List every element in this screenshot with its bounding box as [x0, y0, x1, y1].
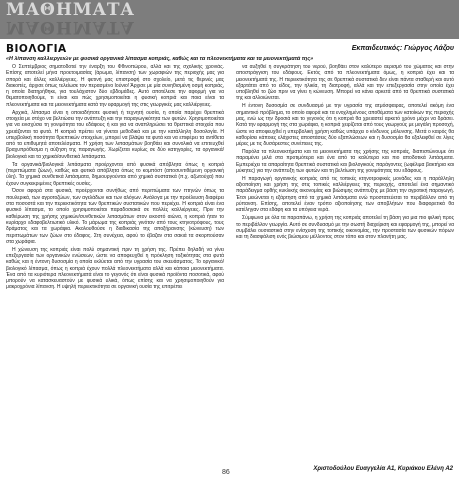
- paragraph: Παρόλα τα πλεονεκτήματα και τα μειονεκτήματα της χρήσης της κοπριάς, διαπιστώνουμε ότι παραμένει μιλά στα προτιμότερα και ένα από τα καλύτερα και πιο αποδοτικά λιπάσματα. Εμπεριέχει τα απαραίτητα θρεπτικά συστατικά και βιολογικούς παράγοντες (ωφέλιμα βακτήρια και μύκητες) για την ανάπτυξη των φυτών και τη βελτίωση της γονιμότητας του εδάφους.: [236, 149, 454, 174]
- paragraph: Τα οργανικά/βιολογικά λιπάσματα προέρχονται από φυσικά απόβλητα όπως η κοπριά (περιττώματα ζώων), καθώς και φυτικά απόβλητα όπως το κομπόστ (αποσυντιθέμενη οργανική ύλη). Τα χημικά συνθετικά λιπάσματα, δημιουργούνται από χημικά συστατικά (π.χ. αζωτούχα) που έχουν συγκεκριμένες θρεπτικές ουσίες.: [6, 161, 224, 187]
- paragraph: Αρχικά, λίπασμα είναι η οποιαδήποτε φυσική ή τεχνητή ουσία, η οποία παρέχει θρεπτικά στοιχεία με στόχο να βελτιώσει την ανάπτυξη και την παραγωγικότητα των φυτών. Χρησιμοποιείται για να ενισχύσει τη γονιμότητα του εδάφους ή και για να αναπληρώσει τα θρεπτικά στοιχεία που χρειάζονται τα φυτά. Η κοπριά πρέπει να γίνεται μεθοδικά και με την κατάλληλη δοσολογία. Η υπερβολική ποσότητα θρεπτικών στοιχείων, μπορεί να βλάψει τα φυτά και να επιφέρει τα αντίθετα από τα επιθυμητά αποτελέσματα. Η χρήση των λιπασμάτων βοηθάει και συνολικά να επιτευχθεί βραχυπρόθεσμα η αύξηση της παραγωγής. Χωρίζεται κυρίως σε δύο κατηγορίες, τα οργανικά/βιολογικά και τα χημικά/συνθετικά λιπάσματα.: [6, 109, 224, 160]
- article-authors: Χριστοδούλου Ευαγγελία Α1, Κυριάκου Ελένη Α2: [313, 466, 453, 472]
- paragraph: Σύμφωνα με όλα τα παραπάνω, η χρήση της κοπριάς αποτελεί τη βάση για μια πιο φιλική προς το περιβάλλον γεωργία. Αυτό σε συνδυασμό με την σωστή διαχείριση και εφαρμογή της, μπορεί να συμβάλει ουσιαστικά στην ενίσχυση της τοπικής οικονομίας, την προστασία των φυσικών πόρων και τη διασφάλιση ενός βιώσιμου μέλλοντος στον τόπο και στον πλανήτη μας.: [236, 215, 454, 241]
- magazine-banner: [0, 0, 459, 39]
- paragraph: να αυξηθεί η συγκράτηση του νερού, βοηθάει στον καλύτερο αερισμό του χώματος και στην αποστράγγιση του εδάφους. Εκτός από τα πλεονεκτήματα όμως, η κοπριά έχει και τα μειονεκτήματά της. Η περιεκτικότητα της σε θρεπτικά συστατικά δεν είναι πάντα σταθερή και αυτό εξαρτάται από το είδος, την ηλικία, τη διατροφή, αλλά και την επεξεργασία στην οποία έχει υποβληθεί το ζώο πριν να γίνει η κώνευση. Μπορεί να κάνει αρκετά από τα θρεπτικά συστατικά της και αλλοιώνεται.: [236, 64, 454, 102]
- paragraph: Η έντονη δυσοσμία σε συνδυασμό με την υγρασία της ατμόσφαιρας, αποτελεί ακόμη ένα σημαντικό πρόβλημα, το οποίο αφορά και τα ενοχλημένους αποθέματα των κατοίκων της περιοχής μας, ενώ ως την δροσιά και το γεγονός ότι η κοπριά θα χρειαστεί αρκετό χρόνο μέχρι να δράσει. Κατά την εφαρμογή της στα χωράφια, η κοπριά χειρίζεται από τους γεωργούς με μεγάλη προσοχή, ώστε να αποφευχθεί η υπερβολική χρήση καθώς υπάρχει ο κίνδυνος μόλυνσης. Μετά ο καιρός θα καθορίσει κάποιες ελάχιστες αποστάσεις δύο εξαπλώσεων και η δυσοσμία θα εξαλειφθεί σε λίγες μέρες με τις δυσάρεστες συνέπειες της.: [236, 103, 454, 148]
- left-column: [6, 64, 224, 466]
- teacher-credit: Εκπαιδευτικός: Γιώργος Λάζου: [351, 45, 454, 52]
- paragraph: Η χώνευση της κοπριάς είναι πολύ σημαντική πριν τη χρήση της. Πρέπει δηλαδή να γίνει επεξεργασία των οργανικών ενώσεων, ώστε να αποφευχθεί η πρόκληση τοξικότητας στα φυτά καθώς και η έντονη δυσοσμία η οποία εκλύεται από την υγρασία του σκευάσματος. Το οργανικό/βιολογικό λίπασμα, όπως η κοπριά έχουν πολλά πλεονεκτήματα αλλά και κάποια μειονεκτήματα. Ένα από τα κυριότερα πλεονεκτήματά είναι το γεγονός ότι είναι φυσικά προϊόντα ποσοτικά, αφού μπορούν να κατασκευαστούν με φυσικά υλικά, όπως επίσης και να χρησιμοποιηθούν για μακροχρόνια λίπανση. Η υψηλή περιεκτικότητα σε οργανική ουσία της επιτρέπει: [6, 246, 224, 291]
- page-number: 86: [222, 469, 230, 476]
- article-subtitle: «Η λίπανση καλλιεργειών με φυσικά οργανικά λίπασμα κοπριάς, καθώς και τα πλεονεκτήματα και τα μειονεκτήματά της»: [6, 56, 314, 62]
- banner-reflection: ΜΑΘΗΜΑΤΑ: [6, 17, 135, 37]
- section-title: ΒΙΟΛΟΓΙΑ: [6, 43, 67, 55]
- banner-title: ΜΑΘΗΜΑΤΑ: [6, 0, 135, 20]
- right-column: [236, 64, 454, 466]
- paragraph: Ο Σεπτέμβριος σηματοδοτεί την έναρξη του Φθινοπώρου, αλλά και της σχολικής χρονιάς. Επίσης αποτελεί μήνα προετοιμασίας (άρωμα, λίπανση) των χωραφιών της περιοχής μας για σπορά και άλλες καλλιέργειες. Η φετινή μας επιστροφή στο σχολείο, μετά τις θερινές μας διακοπές, άρχισε όπως τελείωσε τον περασμένο Ιούνιο! Άρχισε με μία συνηθισμένη οσμή κοπριάς, η οποία διατηρήθηκε, για τουλάχιστον δύο εβδομάδες. Αυτό αποτέλεσε την αφορμή για να θεματοποιηθούμε, τι είναι και πώς χρησιμοποιείται η φυσική κοπριά και ποια είναι τα πλεονεκτήματα και τα μειονεκτήματα κατά την εφαρμογή της στις γεωργικές μας καλλιέργειες.: [6, 64, 224, 108]
- paragraph: Η παραγωγή οργανικής κοπριάς από τις τοπικές κτηνοτροφικές μονάδες και η παράλληλη αξιοποίηση και χρήση της στις τοπικές καλλιέργειες της περιοχής, αποτελεί ένα σημαντικό παράδειγμα ορθής κυκλικής οικονομίας και βιώσιμης ανάπτυξης με βάση την αγροτική παραγωγή. Έτσι μειώνεται η εξάρτηση από τα χημικά λιπάσματα ενώ προστατεύεται το περιβάλλον από τη ρύπανση. Επίσης, αποτελεί έναν τρόπο αξιοποίησης των αποβλήτων που διαφορετικά θα κατέληγαν στα εδάφη και τα υπόγεια νερά.: [236, 175, 454, 214]
- paragraph: Όσον αφορά στα φυσικά, προέρχονται συνήθως από περιττώματα των πτηνών όπως τα πουλερικά, των αγροτοζώων, των αγελάδων και των αλόγων. Ανάλογα με την προέλευση διαφέρει στα ποσοστά και την περιεκτικότητα των θρεπτικών συστατικών που περιέχει. Η κοπριά είναι ένα φυσικό λίπασμα, το οποίο χρησιμοποιείται παραδοσιακά σε πολλές καλλιέργειες. Πριν την καθιέρωση της χρήσης χημικών/συνθετικών λιπασμάτων στον εικοστό αιώνα, η κοπριά ήταν το κυρίαρχο εδαφοβελτιωτικό υλικό. Το μάρωμα της κοπριάς γινόταν από τους κτηνοτρόφους, τους δράματος και τα χωράφια. Ακολουθούσε η διαδικασία της αποξήρανσης (κώνευση) των περιττωμάτων των ζώων στο έδαφος. Στη συνέχεια, αφού το έβαζαν στα σακιά τα σκορπούσαν στα χωράφια.: [6, 188, 224, 245]
